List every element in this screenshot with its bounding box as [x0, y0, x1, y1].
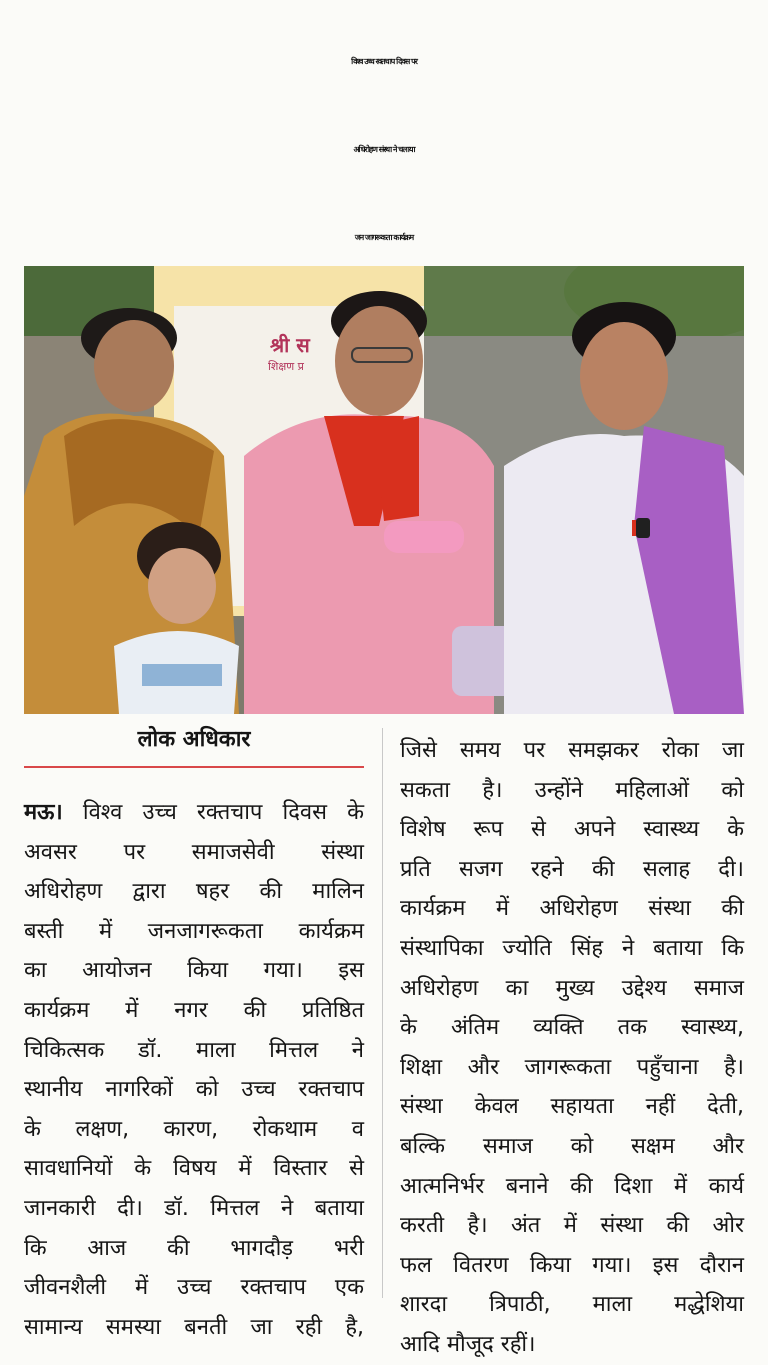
article-line: कार्यक्रम में नगर की प्रतिष्ठित: [24, 997, 364, 1023]
headline-line-2: अधिरोहण संस्था ने चलाया: [353, 145, 415, 154]
column-divider: [382, 728, 383, 1298]
article-line: अधिरोहण द्वारा षहर की मालिन: [24, 879, 364, 905]
article-line: जानकारी दी। डॉ. मित्तल ने बताया: [24, 1195, 364, 1221]
article-line: चिकित्सक डॉ. माला मित्तल ने: [24, 1037, 364, 1063]
article-column-left: [24, 793, 364, 1347]
article-line: के अंतिम व्यक्ति तक स्वास्थ्य,: [400, 1015, 744, 1041]
article-line: अवसर पर समाजसेवी संस्था: [24, 839, 364, 865]
article-line: बस्ती में जनजागरूकता कार्यक्रम: [24, 918, 364, 944]
byline: लोक अधिकार: [137, 727, 251, 752]
article-line: शिक्षा और जागरूकता पहुँचाना है।: [400, 1054, 744, 1080]
byline-rule: [24, 766, 364, 768]
article-line: कार्यक्रम में अधिरोहण संस्था की: [400, 896, 744, 922]
article-line-text: विश्व उच्च रक्तचाप दिवस के: [62, 800, 364, 825]
article-line: करती है। अंत में संस्था की ओर: [400, 1213, 744, 1239]
article-line: आत्मनिर्भर बनाने की दिशा में कार्य: [400, 1173, 744, 1199]
article-line: जिसे समय पर समझकर रोका जा: [400, 738, 744, 763]
article-line: आदि मौजूद रहीं।: [400, 1331, 536, 1357]
headline-line-1: विश्व उच्च रक्तचाप दिवस पर: [351, 57, 417, 66]
article-line: विशेष रूप से अपने स्वास्थ्य के: [400, 817, 744, 843]
article-line: जीवनशैली में उच्च रक्तचाप एक: [24, 1275, 364, 1301]
article-line: का आयोजन किया गया। इस: [24, 958, 364, 984]
banner-text-2: शिक्षण प्र: [268, 360, 304, 373]
article-line: बल्कि समाज को सक्षम और: [400, 1133, 744, 1159]
article-line: संस्थापिका ज्योति सिंह ने बताया कि: [400, 935, 744, 961]
photo-illustration: [24, 266, 744, 714]
headline: [0, 18, 768, 282]
headline-line-3: जन जागरूकता कार्यक्रम: [354, 233, 414, 242]
article-line: संस्था केवल सहायता नहीं देती,: [400, 1094, 744, 1120]
article-line: के लक्षण, कारण, रोकथाम व: [24, 1116, 364, 1142]
dateline: मऊ।: [24, 800, 63, 825]
article-line: स्थानीय नागरिकों को उच्च रक्तचाप: [24, 1077, 364, 1103]
article-line: सामान्य समस्या बनती जा रही है,: [24, 1314, 364, 1340]
article-column-right: [400, 731, 744, 1365]
article-line: [24, 793, 364, 833]
article-line: शारदा त्रिपाठी, माला मद्धेशिया: [400, 1292, 744, 1318]
article-line: अधिरोहण का मुख्य उद्देश्य समाज: [400, 975, 744, 1001]
article-line: कि आज की भागदौड़ भरी: [24, 1235, 364, 1261]
article-line: सावधानियों के विषय में विस्तार से: [24, 1156, 364, 1182]
article-line: प्रति सजग रहने की सलाह दी।: [400, 856, 744, 882]
article-line: फल वितरण किया गया। इस दौरान: [400, 1252, 744, 1278]
news-photo: [24, 266, 744, 714]
article-line: सकता है। उन्होंने महिलाओं को: [400, 777, 744, 803]
banner-text-1: श्री स: [270, 333, 310, 357]
